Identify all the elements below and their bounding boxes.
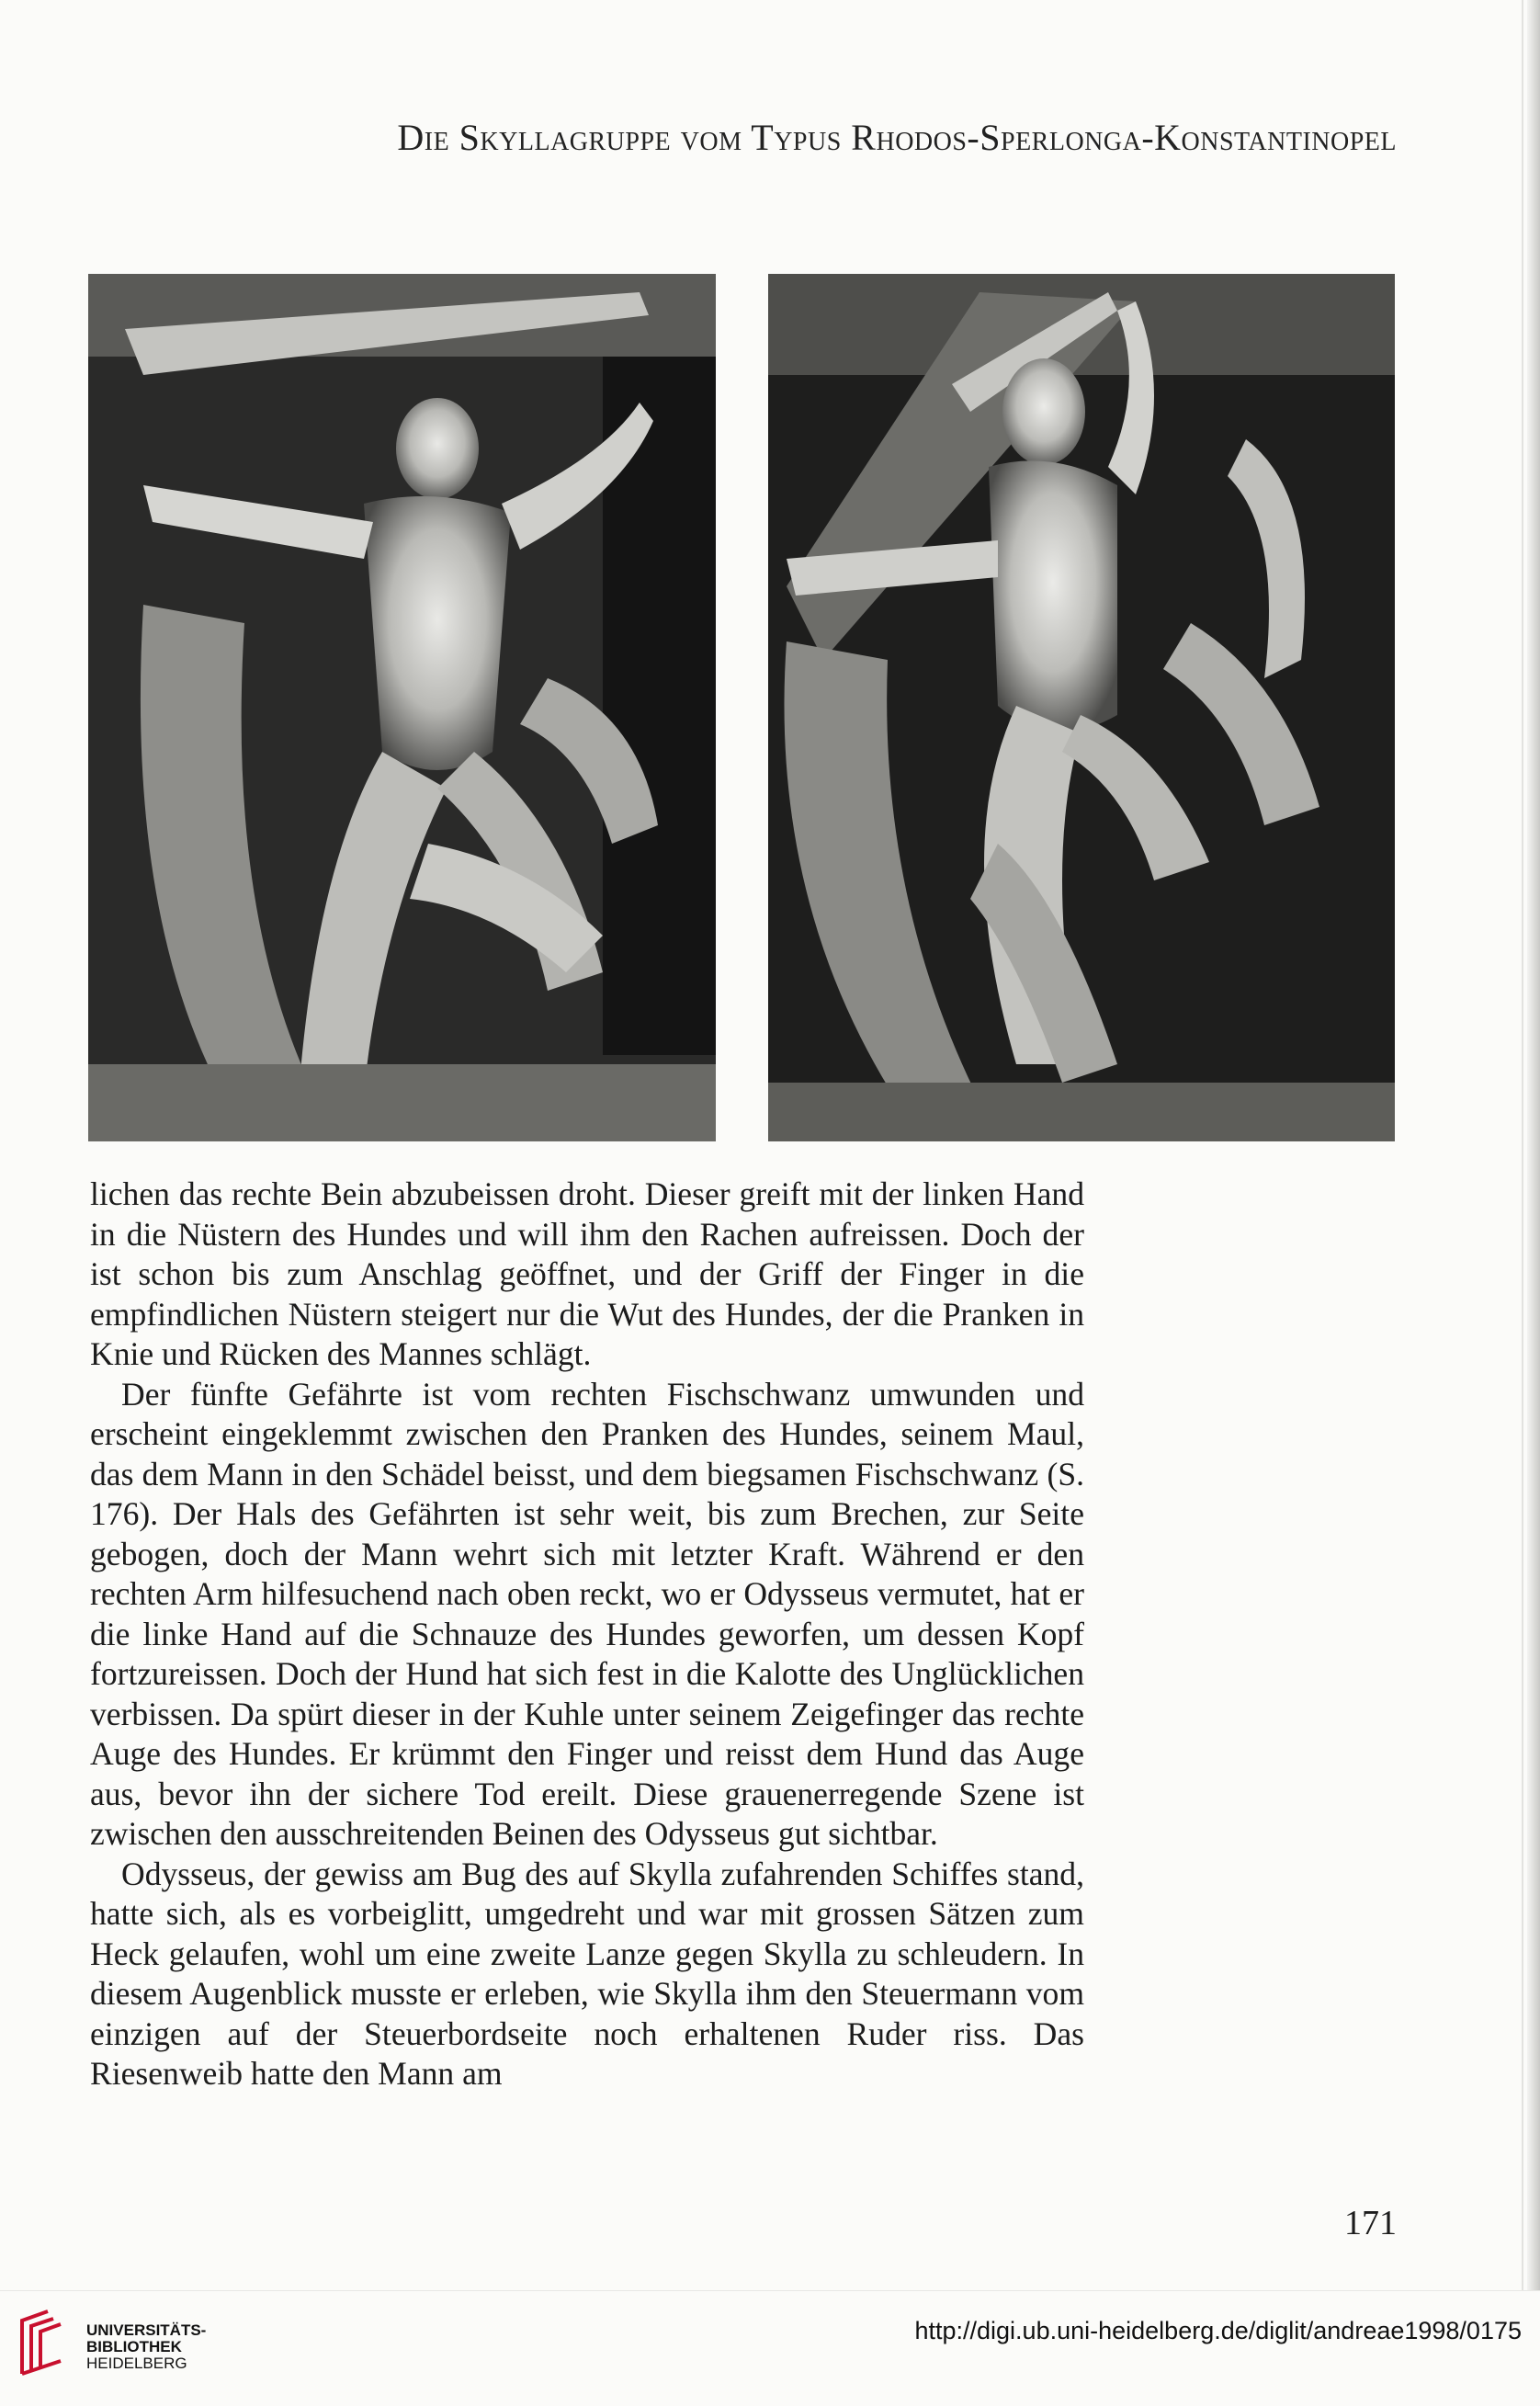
sculpture-photo-icon bbox=[88, 274, 716, 1141]
footer bbox=[0, 2290, 1540, 2406]
library-name-line: UNIVERSITÄTS- bbox=[86, 2321, 207, 2339]
library-name-line: HEIDELBERG bbox=[86, 2355, 187, 2372]
library-name-line: BIBLIOTHEK bbox=[86, 2338, 182, 2355]
paragraph: Odysseus, der gewiss am Bug des auf Skylla zufahrenden Schiffes stand, hatte sich, als es vorbeiglitt, umgedreht und war mit grossen Sätzen zum Heck gelaufen, wohl um eine zweite Lanze gegen Skylla zu schleudern. In diesem Augenblick musste er erleben, wie Skylla ihm den Steuermann vom einzigen auf der Steuerbordseite noch erhaltenen Ruder riss. Das Riesenweib hatte den Mann am bbox=[90, 1855, 1084, 2092]
library-name bbox=[86, 2322, 206, 2372]
paragraph: lichen das rechte Bein abzubeissen droht. Dieser greift mit der linken Hand in die Nüstern des Hundes und will ihm den Rachen aufreissen. Doch der ist schon bis zum Anschlag geöffnet, und der Griff der Finger in die empfindlichen Nüstern steigert nur die Wut des Hundes, der die Pranken in Knie und Rücken des Mannes schlägt. bbox=[90, 1175, 1084, 1372]
sculpture-photo-right bbox=[768, 274, 1395, 1141]
sculpture-photo-left bbox=[88, 274, 716, 1141]
body-text bbox=[90, 1175, 1084, 2094]
page-gutter-line bbox=[1522, 0, 1523, 2290]
sculpture-photo-icon bbox=[768, 274, 1395, 1141]
page-gutter-shadow bbox=[1527, 0, 1540, 2290]
paragraph: Der fünfte Gefährte ist vom rechten Fischschwanz umwunden und erscheint eingeklemmt zwischen den Pranken des Hundes, seinem Maul, das dem Mann in den Schädel beisst, und dem biegsamen Fischschwanz (S. 176). Der Hals des Gefährten ist sehr weit, bis zum Brechen, zur Seite gebogen, doch der Mann wehrt sich mit letzter Kraft. Während er den rechten Arm hilfesuchend nach oben reckt, wo er Odysseus vermutet, hat er die linke Hand auf die Schnauze des Hundes geworfen, um dessen Kopf fortzureissen. Doch der Hund hat sich fest in die Kalotte des Unglücklichen verbissen. Da spürt dieser in der Kuhle unter seinem Zeigefinger das rechte Auge des Hundes. Er krümmt den Finger und reisst dem Hund das Auge aus, bevor ihn der sichere Tod ereilt. Diese grauenerregende Szene ist zwischen den ausschreitenden Beinen des Odysseus gut sichtbar. bbox=[90, 1375, 1084, 1852]
permalink-url[interactable]: http://digi.ub.uni-heidelberg.de/diglit/andreae1998/0175 bbox=[914, 2317, 1522, 2344]
ub-heidelberg-logo-icon bbox=[17, 2310, 74, 2378]
page-number: 171 bbox=[1344, 2204, 1397, 2242]
running-head: Die Skyllagruppe vom Typus Rhodos-Sperlonga-Konstantinopel bbox=[397, 117, 1397, 158]
